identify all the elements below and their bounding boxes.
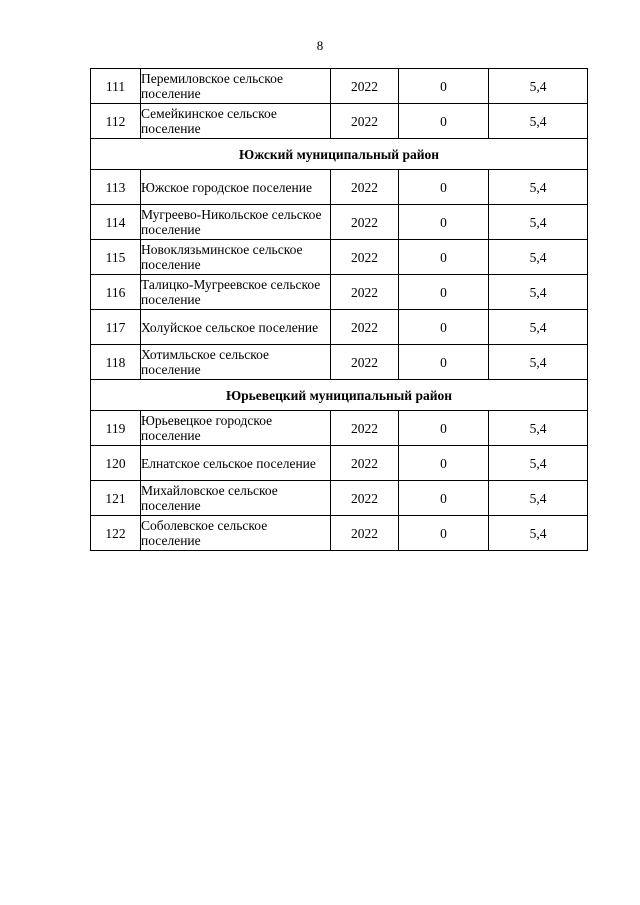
value-cell: 5,4 [489, 516, 588, 551]
row-number: 120 [91, 446, 141, 481]
value-cell: 0 [399, 411, 489, 446]
value-cell: 5,4 [489, 310, 588, 345]
year-cell: 2022 [331, 310, 399, 345]
value-cell: 0 [399, 516, 489, 551]
value-cell: 0 [399, 446, 489, 481]
table-row [91, 240, 588, 275]
value-cell: 5,4 [489, 170, 588, 205]
table-row [91, 170, 588, 205]
year-cell: 2022 [331, 275, 399, 310]
year-cell: 2022 [331, 345, 399, 380]
settlement-name: Талицко-Мугреевское сельское поселение [141, 275, 331, 310]
year-cell: 2022 [331, 170, 399, 205]
settlement-name: Хотимльское сельское поселение [141, 345, 331, 380]
year-cell: 2022 [331, 104, 399, 139]
value-cell: 0 [399, 310, 489, 345]
value-cell: 0 [399, 69, 489, 104]
settlement-name: Мугреево-Никольское сельское поселение [141, 205, 331, 240]
table-row [91, 516, 588, 551]
row-number: 122 [91, 516, 141, 551]
year-cell: 2022 [331, 411, 399, 446]
settlement-name: Холуйское сельское поселение [141, 310, 331, 345]
value-cell: 5,4 [489, 69, 588, 104]
row-number: 113 [91, 170, 141, 205]
settlement-name: Перемиловское сельское поселение [141, 69, 331, 104]
value-cell: 5,4 [489, 411, 588, 446]
value-cell: 0 [399, 240, 489, 275]
settlement-name: Соболевское сельское поселение [141, 516, 331, 551]
year-cell: 2022 [331, 240, 399, 275]
row-number: 115 [91, 240, 141, 275]
value-cell: 5,4 [489, 104, 588, 139]
settlement-name: Семейкинское сельское поселение [141, 104, 331, 139]
row-number: 114 [91, 205, 141, 240]
value-cell: 0 [399, 481, 489, 516]
row-number: 119 [91, 411, 141, 446]
row-number: 118 [91, 345, 141, 380]
table-row [91, 446, 588, 481]
row-number: 116 [91, 275, 141, 310]
year-cell: 2022 [331, 69, 399, 104]
value-cell: 5,4 [489, 345, 588, 380]
value-cell: 0 [399, 104, 489, 139]
settlement-name: Новоклязьминское сельское поселение [141, 240, 331, 275]
table-row [91, 205, 588, 240]
value-cell: 5,4 [489, 205, 588, 240]
row-number: 112 [91, 104, 141, 139]
section-header-row [91, 139, 588, 170]
value-cell: 5,4 [489, 275, 588, 310]
settlement-name: Михайловское сельское поселение [141, 481, 331, 516]
year-cell: 2022 [331, 481, 399, 516]
value-cell: 0 [399, 275, 489, 310]
row-number: 111 [91, 69, 141, 104]
value-cell: 0 [399, 345, 489, 380]
value-cell: 0 [399, 170, 489, 205]
row-number: 117 [91, 310, 141, 345]
year-cell: 2022 [331, 516, 399, 551]
value-cell: 5,4 [489, 481, 588, 516]
value-cell: 5,4 [489, 240, 588, 275]
value-cell: 0 [399, 205, 489, 240]
table-body [91, 69, 588, 551]
table-row [91, 69, 588, 104]
settlement-name: Юрьевецкое городское поселение [141, 411, 331, 446]
table-row [91, 104, 588, 139]
section-title: Южский муниципальный район [91, 139, 588, 170]
settlement-name: Южское городское поселение [141, 170, 331, 205]
value-cell: 5,4 [489, 446, 588, 481]
year-cell: 2022 [331, 446, 399, 481]
table-row [91, 481, 588, 516]
table-row [91, 411, 588, 446]
table-row [91, 345, 588, 380]
table-row [91, 275, 588, 310]
settlement-name: Елнатское сельское поселение [141, 446, 331, 481]
year-cell: 2022 [331, 205, 399, 240]
table-row [91, 310, 588, 345]
section-header-row [91, 380, 588, 411]
section-title: Юрьевецкий муниципальный район [91, 380, 588, 411]
row-number: 121 [91, 481, 141, 516]
page-number: 8 [316, 38, 324, 53]
settlements-table [90, 68, 588, 551]
